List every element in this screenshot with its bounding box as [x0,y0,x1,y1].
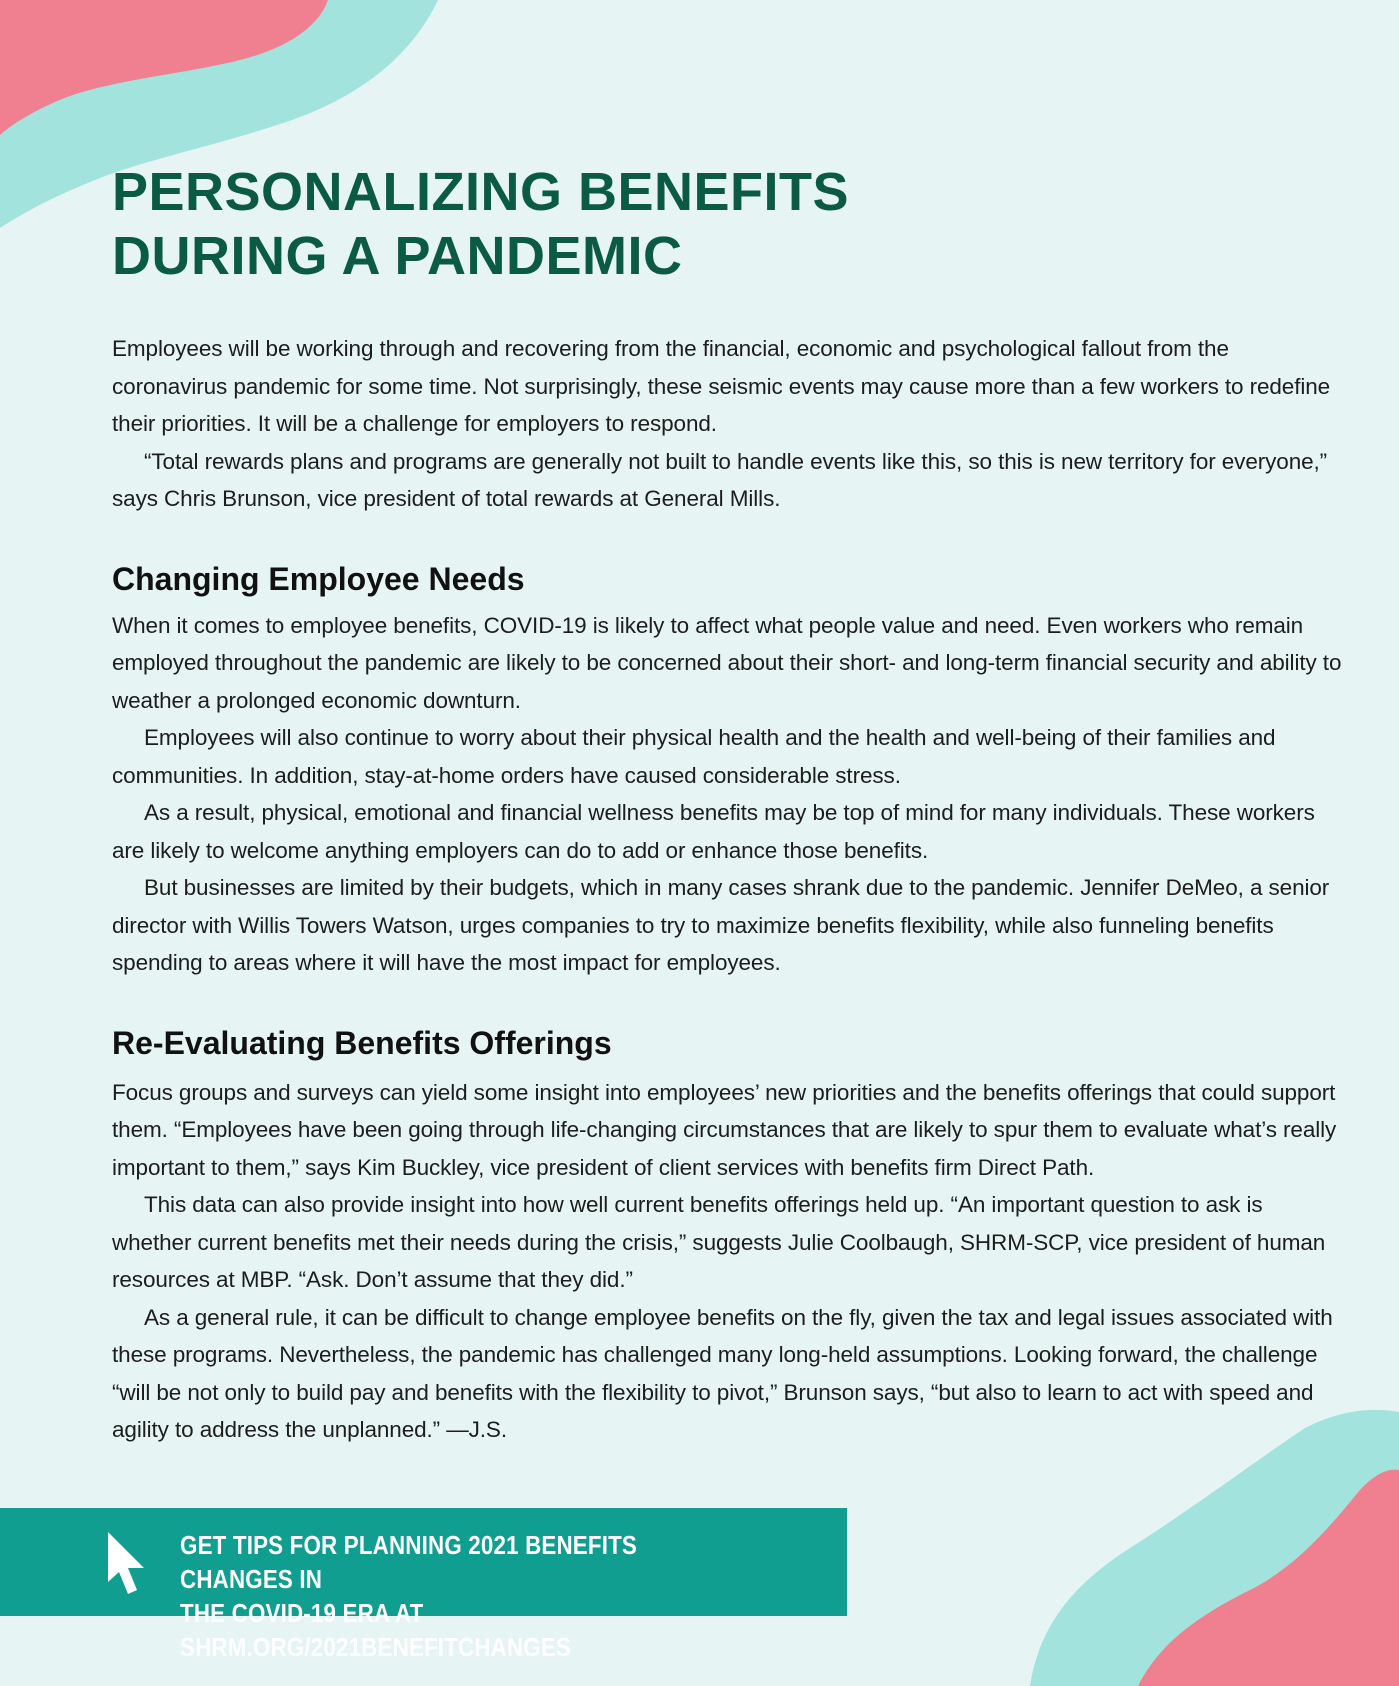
section-paragraph: But businesses are limited by their budgets, which in many cases shrank due to the pandemic. Jennifer DeMeo, a senior director with Willis Towers Watson, urges companies to try to maximize benefits flexibility, while also funneling benefits spending to areas where it will have the most impact for employees. [112,875,1330,975]
cta-banner-text[interactable] [180,1528,754,1664]
cta-banner[interactable] [0,1508,847,1662]
cta-line-1: GET TIPS FOR PLANNING 2021 BENEFITS CHANGES IN [180,1530,638,1594]
article-title-line-1: PERSONALIZING BENEFITS [112,162,850,222]
intro-quote-paragraph: “Total rewards plans and programs are generally not built to handle events like this, so this is new territory for everyone,” says Chris Brunson, vice president of total rewards at General Mills. [112,448,1328,511]
article [112,160,1342,1449]
intro-paragraph: Employees will be working through and recovering from the financial, economic and psychological fallout from the coronavirus pandemic for some time. Not surprisingly, these seismic events may cause more than a few workers to redefine their priorities. It will be a challenge for employers to respond. [112,336,1331,436]
section-paragraph: This data can also provide insight into how well current benefits offerings held up. “An important question to ask is whether current benefits met their needs during the crisis,” suggests Julie Coolbaugh, SHRM-SCP, vice president of human resources at MBP. “Ask. Don’t assume that they did.” [112,1192,1326,1292]
section-paragraph: Focus groups and surveys can yield some insight into employees’ new priorities and the benefits offerings that could support them. “Employees have been going through life-changing circumstances that are likely to spur them to evaluate what’s really important to them,” says Kim Buckley, vice president of client services with benefits firm Direct Path. [112,1079,1337,1180]
article-title [112,160,1342,288]
section-heading: Changing Employee Needs [112,560,525,597]
section-paragraph: As a general rule, it can be difficult to change employee benefits on the fly, given the tax and legal issues associated with these programs. Nevertheless, the pandemic has challenged many long-held assumptions. Looking forward, the challenge “will be not only to build pay and benefits with the flexibility to pivot,” Brunson says, “but also to learn to act with speed and agility to address the unplanned.” —J.S. [112,1304,1333,1442]
section-paragraph: Employees will also continue to worry about their physical health and the health and well-being of their families and communities. In addition, stay-at-home orders have caused considerable stress. [112,725,1276,788]
section-re-evaluating-benefits-offerings [112,1023,1342,1449]
section-paragraph: When it comes to employee benefits, COVID-19 is likely to affect what people value and need. Even workers who remain employed throughout the pandemic are likely to be concerned about their short- and long-term financial security and ability to weather a prolonged economic downturn. [112,612,1342,713]
section-paragraph: As a result, physical, emotional and financial wellness benefits may be top of mind for many individuals. These workers are likely to welcome anything employers can do to add or enhance those benefits. [112,800,1315,863]
cursor-arrow-icon [104,1530,152,1600]
article-title-line-2: DURING A PANDEMIC [112,226,683,286]
section-heading: Re-Evaluating Benefits Offerings [112,1024,612,1061]
cta-line-2: THE COVID-19 ERA AT SHRM.ORG/2021BENEFITCHANGES [180,1598,572,1662]
intro-section [112,330,1342,518]
section-changing-employee-needs [112,559,1342,982]
